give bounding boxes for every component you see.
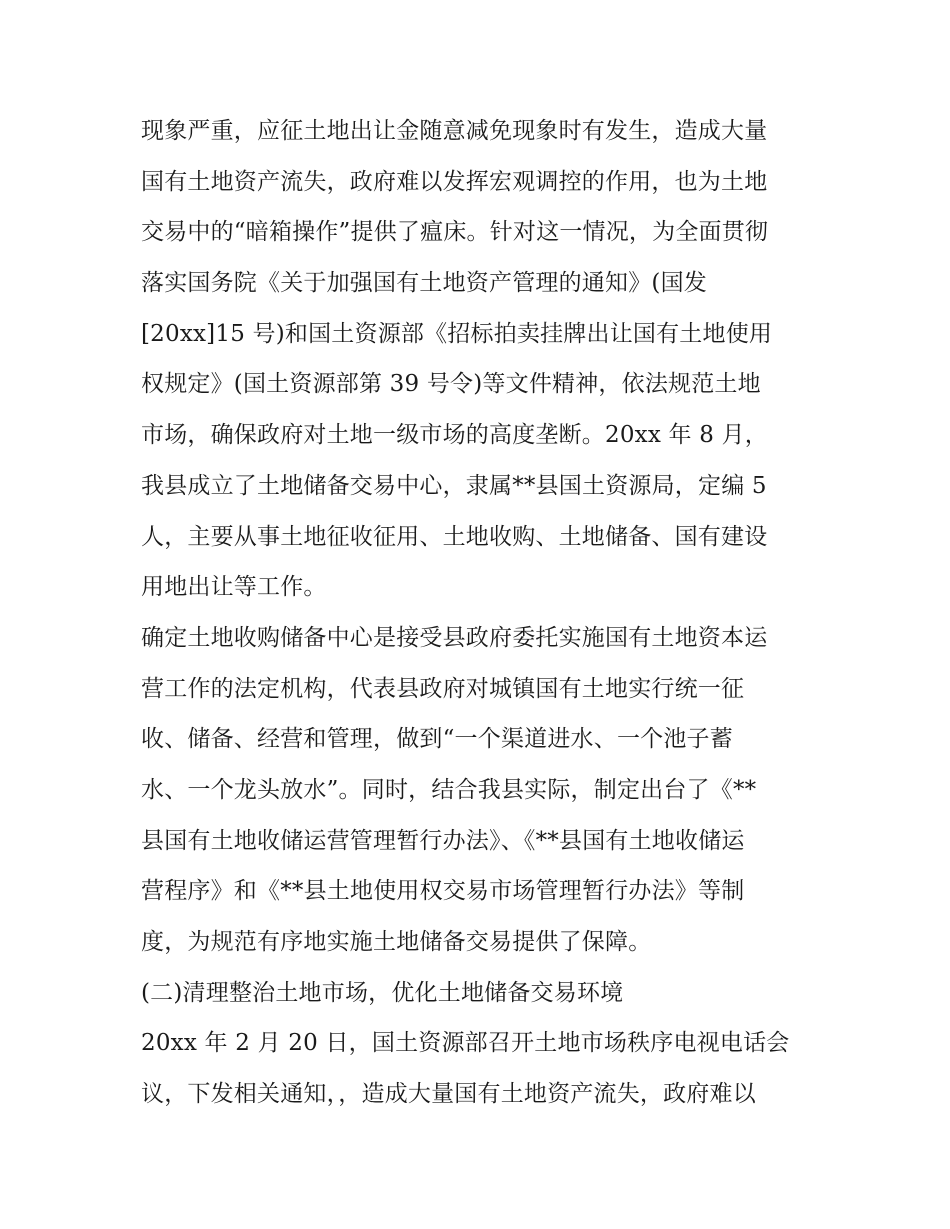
text-line: 议，下发相关通知，，造成大量国有土地资产流失，政府难以 xyxy=(141,1081,756,1108)
text-line: 收、储备、经营和管理，做到“一个渠道进水、一个池子蓄 xyxy=(141,726,733,753)
text-line: 我县成立了土地储备交易中心，隶属**县国土资源局，定编 5 xyxy=(141,472,767,499)
text-line: 确定土地收购储备中心是接受县政府委托实施国有土地资本运 xyxy=(141,624,768,651)
text-line: 营工作的法定机构，代表县政府对城镇国有土地实行统一征 xyxy=(141,675,745,702)
text-line: 20xx 年 2 月 20 日，国土资源部召开土地市场秩序电视电话会 xyxy=(141,1030,790,1057)
text-line: 用地出让等工作。 xyxy=(141,574,327,601)
text-line: [20xx]15 号)和国土资源部《招标拍卖挂牌出让国有土地使用 xyxy=(141,320,773,347)
text-line: 权规定》(国土资源部第 39 号令)等文件精神，依法规范土地 xyxy=(141,371,761,398)
document-body xyxy=(141,106,831,1120)
text-line: 市场，确保政府对土地一级市场的高度垄断。20xx 年 8 月， xyxy=(141,422,768,449)
text-line: 度，为规范有序地实施土地储备交易提供了保障。 xyxy=(141,929,652,955)
text-line: 县国有土地收储运营管理暂行办法》、《**县国有土地收储运 xyxy=(141,827,745,854)
section-heading: (二)清理整治土地市场，优化土地储备交易环境 xyxy=(141,979,624,1006)
text-line: 水、一个龙头放水”。同时，结合我县实际，制定出台了《** xyxy=(141,776,757,803)
text-line: 人，主要从事土地征收征用、土地收购、土地储备、国有建设 xyxy=(141,523,768,550)
text-line: 营程序》和《**县土地使用权交易市场管理暂行办法》等制 xyxy=(141,878,745,905)
text-line: 现象严重，应征土地出让金随意减免现象时有发生，造成大量 xyxy=(141,118,768,144)
text-line: 国有土地资产流失，政府难以发挥宏观调控的作用，也为土地 xyxy=(141,168,768,195)
text-line: 落实国务院《关于加强国有土地资产管理的通知》(国发 xyxy=(141,270,707,297)
text-line: 交易中的“暗箱操作”提供了瘟床。针对这一情况，为全面贯彻 xyxy=(141,219,769,246)
